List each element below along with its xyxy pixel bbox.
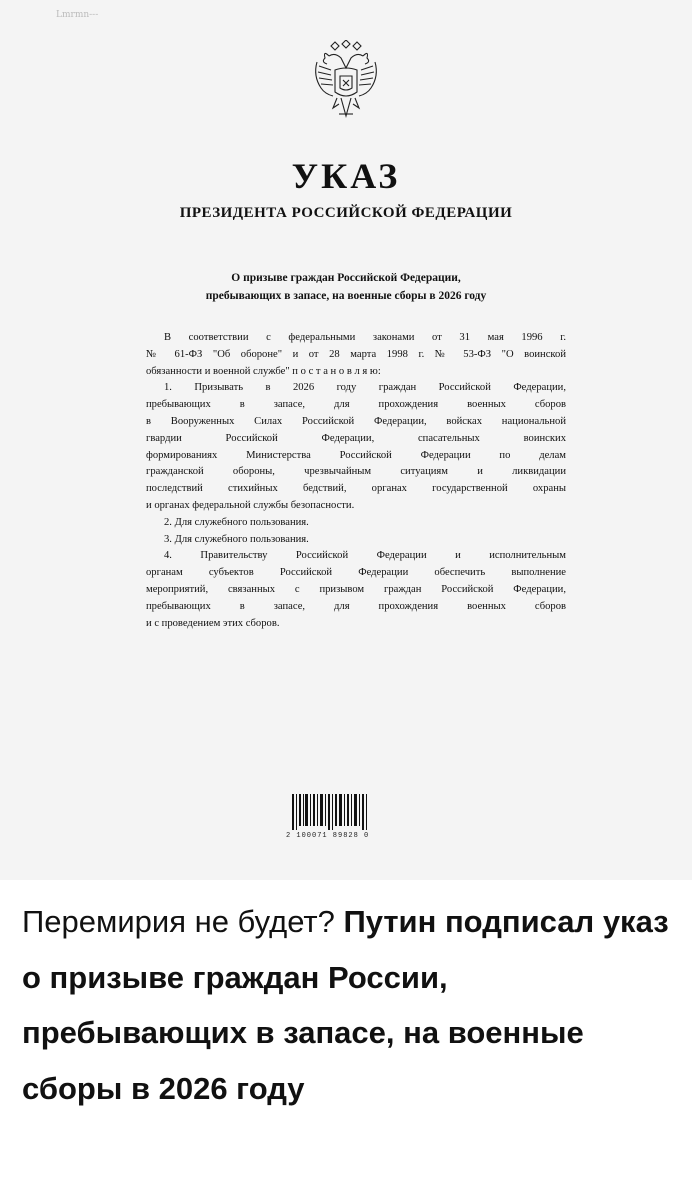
decree-subtitle: ПРЕЗИДЕНТА РОССИЙСКОЙ ФЕДЕРАЦИИ — [179, 205, 513, 221]
decree-body — [146, 330, 566, 632]
body-line: мероприятий, связанных с призывом граждан Российской Федерации, — [146, 583, 566, 595]
double-headed-eagle-emblem-icon — [311, 40, 381, 122]
body-line: гражданской обороны, чрезвычайным ситуациям и ликвидации — [146, 466, 566, 478]
post-caption — [22, 894, 672, 1116]
body-line: 2. Для служебного пользования. — [164, 516, 309, 528]
decree-heading-line-1: О призыве граждан Российской Федерации, — [231, 272, 461, 284]
body-line: пребывающих в запасе, для прохождения военных сборов — [146, 399, 566, 411]
barcode-number: 2 100071 89828 0 — [286, 832, 370, 840]
body-line: пребывающих в запасе, для прохождения военных сборов — [146, 600, 566, 612]
caption-headline: Путин подписал указ о призыве граждан России, пребывающих в запасе, на военные сборы в 2026 году — [22, 904, 669, 1106]
body-line: последствий стихийных бедствий, органах государственной охраны — [146, 483, 566, 495]
body-line: № 61-ФЗ "Об обороне" и от 28 марта 1998 г. № 53-ФЗ "О воинской — [146, 348, 566, 360]
decree-title: УКАЗ — [291, 156, 401, 196]
body-line: и с проведением этих сборов. — [146, 617, 280, 629]
body-line: 1. Призывать в 2026 году граждан Российской Федерации, — [164, 382, 566, 394]
body-line: обязанности и военной службе" п о с т а н о в л я ю: — [146, 365, 381, 377]
body-line: в Вооруженных Силах Российской Федерации, войсках национальной — [146, 415, 566, 427]
decree-heading-line-2: пребывающих в запасе, на военные сборы в 2026 году — [205, 290, 487, 302]
body-line: В соответствии с федеральными законами от 31 мая 1996 г. — [164, 332, 566, 343]
body-line: и органах федеральной службы безопасности. — [146, 499, 355, 511]
body-line: органам субъектов Российской Федерации обеспечить выполнение — [146, 567, 566, 579]
body-line: 3. Для служебного пользования. — [164, 533, 309, 545]
body-line: гвардии Российской Федерации, спасательных воинских — [146, 432, 566, 444]
corner-mark: Lmrmn--- — [56, 10, 99, 20]
body-line: формированиях Министерства Российской Федерации по делам — [146, 449, 566, 461]
body-line: 4. Правительству Российской Федерации и исполнительным — [164, 550, 566, 562]
caption-lead: Перемирия не будет? — [22, 904, 344, 939]
